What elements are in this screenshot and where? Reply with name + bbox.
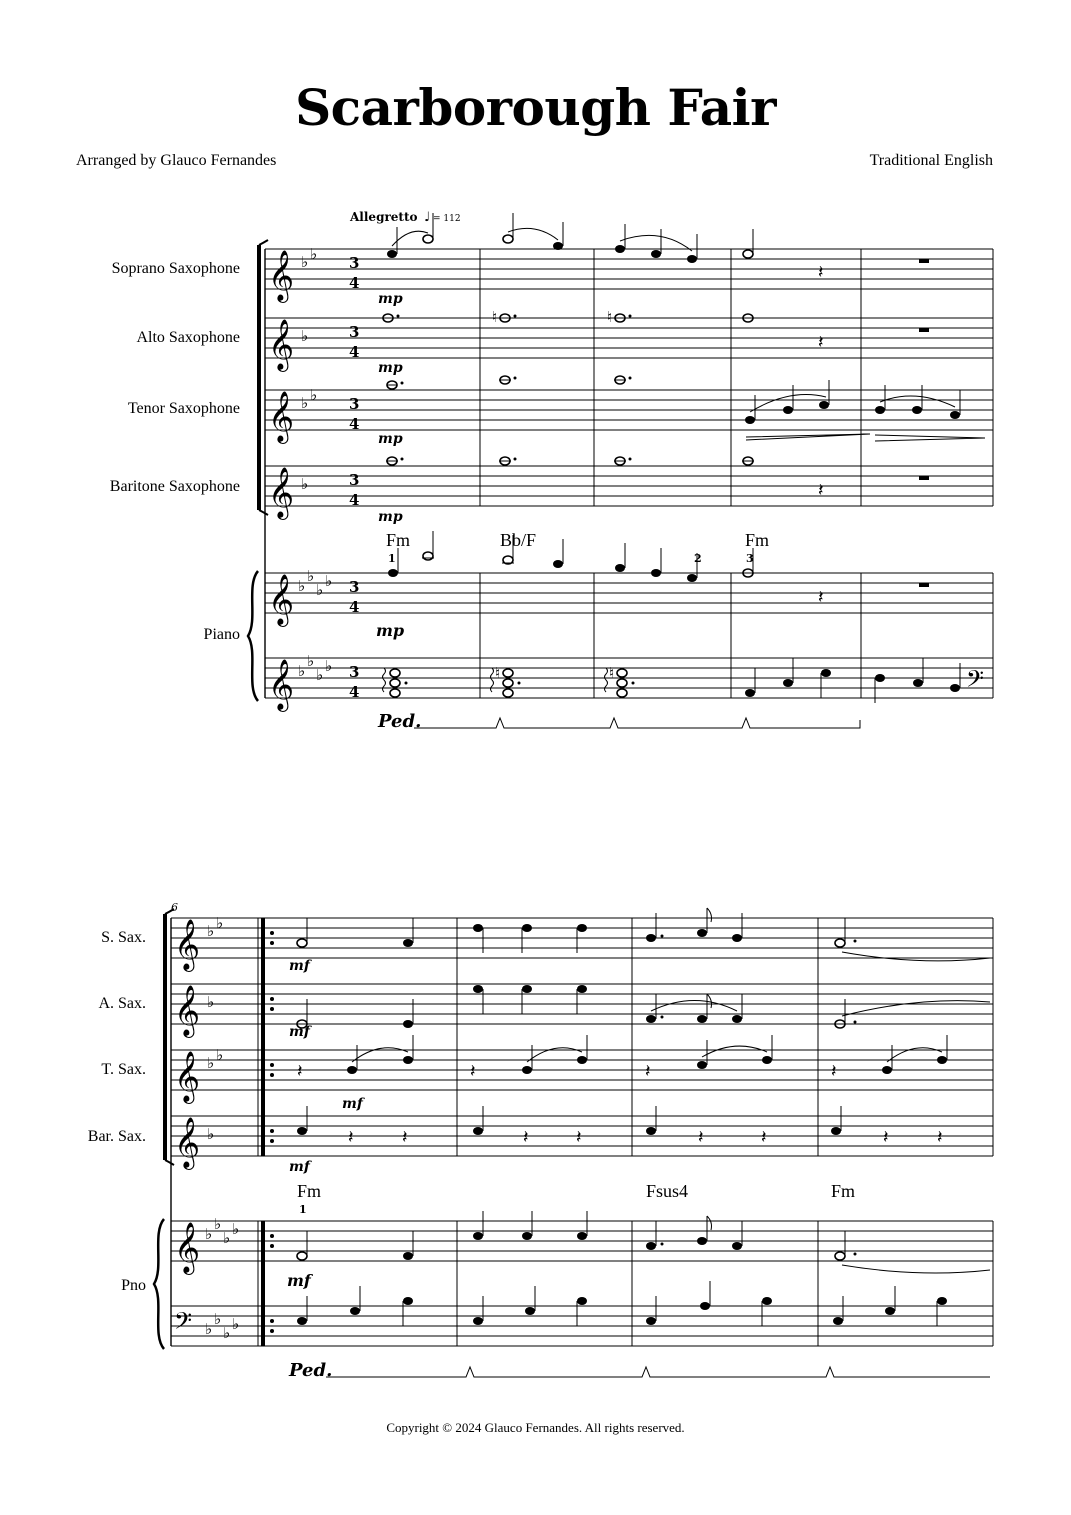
instrument-label: A. Sax.: [98, 995, 146, 1012]
instrument-label: Tenor Saxophone: [127, 400, 240, 417]
system-2: [88, 901, 993, 1381]
svg-text:♭: ♭: [301, 475, 309, 493]
bracket-bottom-hook: [165, 1160, 174, 1165]
svg-text:4: 4: [349, 683, 360, 701]
composer-credit: Traditional English: [869, 152, 993, 169]
dynamic-marking: mf: [342, 1096, 363, 1112]
svg-text:𝄽: 𝄽: [348, 1127, 354, 1148]
quarter-note-icon: ♩: [424, 210, 431, 225]
svg-text:3: 3: [349, 578, 360, 596]
svg-text:3: 3: [349, 323, 360, 341]
instrument-label: Pno: [121, 1277, 146, 1294]
repeat-dots: [270, 931, 274, 1333]
key-signatures: [205, 914, 239, 1342]
score-title: Scarborough Fair: [295, 78, 776, 137]
svg-text:♭: ♭: [214, 1310, 222, 1328]
treble-clef-icon: 𝄞: [174, 1117, 201, 1168]
arranger-credit: Arranged by Glauco Fernandes: [76, 152, 277, 169]
treble-clef-icon: 𝄞: [268, 574, 295, 625]
svg-text:♭: ♭: [310, 245, 318, 263]
svg-text:𝄽: 𝄽: [761, 1127, 767, 1148]
svg-text:𝄽: 𝄽: [937, 1127, 943, 1148]
alto-sax-notes: [383, 308, 929, 353]
instrument-label: Alto Saxophone: [136, 329, 240, 346]
piano-rh-notes: [388, 531, 929, 608]
pedal-line: [414, 718, 860, 728]
svg-text:𝄽: 𝄽: [470, 1061, 476, 1082]
baritone-sax-notes: [297, 1106, 943, 1148]
svg-text:♭: ♭: [232, 1220, 240, 1238]
dynamic-marking: mp: [378, 360, 403, 376]
svg-text:4: 4: [349, 598, 360, 616]
tenor-sax-notes: [297, 1035, 947, 1082]
dynamic-marking: mp: [376, 621, 405, 640]
svg-text:𝄽: 𝄽: [523, 1127, 529, 1148]
svg-text:♮: ♮: [607, 308, 613, 326]
piano-lh-notes: [297, 1281, 947, 1326]
svg-text:♭: ♭: [205, 1225, 213, 1243]
fingering: 1: [299, 1203, 307, 1216]
chord-symbol: Bb/F: [500, 530, 537, 550]
svg-text:♭: ♭: [298, 662, 306, 680]
piano-brace: [248, 571, 258, 701]
svg-text:♭: ♭: [307, 567, 315, 585]
dynamic-marking: mf: [287, 1271, 311, 1290]
soprano-sax-notes: [387, 213, 929, 283]
instrument-label: T. Sax.: [101, 1061, 146, 1078]
svg-text:3: 3: [349, 663, 360, 681]
svg-text:𝄽: 𝄽: [883, 1127, 889, 1148]
svg-text:𝄽: 𝄽: [831, 1061, 837, 1082]
svg-text:♭: ♭: [301, 327, 309, 345]
svg-text:♭: ♭: [301, 394, 309, 412]
svg-text:3: 3: [349, 471, 360, 489]
svg-text:♭: ♭: [207, 993, 215, 1011]
svg-text:𝄢: 𝄢: [966, 665, 985, 698]
dynamic-marking: mf: [289, 958, 310, 974]
tempo-marking: Allegretto: [350, 210, 418, 224]
alto-sax-notes: [297, 985, 990, 1028]
tenor-sax-notes: [387, 376, 985, 441]
svg-text:♭: ♭: [325, 572, 333, 590]
svg-text:♭: ♭: [298, 577, 306, 595]
time-signatures: [349, 254, 359, 701]
dynamic-marking: mf: [289, 1159, 310, 1175]
instrument-label: S. Sax.: [101, 929, 146, 946]
treble-clef-icon: 𝄞: [268, 250, 295, 301]
svg-text:𝄽: 𝄽: [818, 262, 824, 283]
bracket-top-hook: [259, 240, 268, 245]
chord-symbol: Fm: [386, 530, 411, 550]
dynamic-marking: mp: [378, 291, 403, 307]
svg-text:𝄽: 𝄽: [818, 480, 824, 501]
svg-text:♮: ♮: [492, 308, 498, 326]
soprano-sax-notes: [297, 908, 990, 961]
svg-text:♭: ♭: [307, 652, 315, 670]
svg-text:♭: ♭: [207, 1054, 215, 1072]
svg-text:♭: ♭: [214, 1215, 222, 1233]
svg-text:4: 4: [349, 415, 360, 433]
bass-clef-icon: 𝄢: [174, 1307, 193, 1340]
svg-text:♭: ♭: [216, 1046, 224, 1064]
svg-text:𝄽: 𝄽: [698, 1127, 704, 1148]
svg-text:𝄽: 𝄽: [297, 1061, 303, 1082]
pedal-marking: Ped.: [378, 711, 422, 732]
pedal-marking: Ped.: [289, 1360, 333, 1381]
dynamic-marking: mf: [289, 1024, 310, 1040]
piano-brace: [154, 1219, 164, 1349]
svg-text:♭: ♭: [316, 581, 324, 599]
svg-text:𝄽: 𝄽: [576, 1127, 582, 1148]
svg-text:4: 4: [349, 491, 360, 509]
treble-clef-icon: 𝄞: [268, 319, 295, 370]
treble-clef-icon: 𝄞: [174, 919, 201, 970]
treble-clef-icon: 𝄞: [268, 391, 295, 442]
svg-text:𝄽: 𝄽: [402, 1127, 408, 1148]
chord-symbol: Fm: [745, 530, 770, 550]
instrument-label: Bar. Sax.: [87, 1128, 146, 1145]
svg-text:𝄽: 𝄽: [818, 587, 824, 608]
svg-text:♮: ♮: [495, 664, 501, 682]
measure-number: 6: [171, 901, 178, 914]
svg-text:3: 3: [349, 395, 360, 413]
svg-text:♭: ♭: [316, 666, 324, 684]
svg-text:♮: ♮: [609, 664, 615, 682]
fingering: 1: [388, 552, 396, 565]
svg-text:♭: ♭: [216, 914, 224, 932]
baritone-sax-notes: [386, 457, 929, 501]
svg-text:♭: ♭: [325, 657, 333, 675]
chord-symbol: Fm: [831, 1181, 856, 1201]
chord-symbol: Fm: [297, 1181, 322, 1201]
tempo-bpm: = 112: [433, 214, 461, 224]
treble-clef-icon: 𝄞: [268, 467, 295, 518]
fingering: 3: [746, 552, 754, 565]
svg-text:3: 3: [349, 254, 360, 272]
instrument-label: Baritone Saxophone: [109, 478, 240, 495]
pedal-line: [326, 1367, 990, 1377]
piano-lh-notes: [383, 658, 985, 703]
svg-text:4: 4: [349, 274, 360, 292]
treble-clef-icon: 𝄞: [174, 985, 201, 1036]
fingering: 2: [694, 552, 702, 565]
svg-text:♭: ♭: [223, 1324, 231, 1342]
treble-clef-icon: 𝄞: [268, 659, 295, 710]
svg-text:4: 4: [349, 343, 360, 361]
svg-text:♭: ♭: [207, 1125, 215, 1143]
svg-text:𝄽: 𝄽: [645, 1061, 651, 1082]
dynamic-marking: mp: [378, 509, 403, 525]
svg-text:♭: ♭: [207, 922, 215, 940]
svg-text:♭: ♭: [301, 253, 309, 271]
svg-text:♭: ♭: [232, 1315, 240, 1333]
svg-text:♭: ♭: [223, 1229, 231, 1247]
chord-symbol: Fsus4: [646, 1181, 689, 1201]
piano-rh-notes: [297, 1211, 990, 1273]
svg-text:𝄽: 𝄽: [818, 332, 824, 353]
treble-clef-icon: 𝄞: [174, 1051, 201, 1102]
copyright-notice: Copyright © 2024 Glauco Fernandes. All rights reserved.: [386, 1420, 685, 1435]
dynamic-marking: mp: [378, 431, 403, 447]
treble-clef-icon: 𝄞: [174, 1222, 201, 1273]
system-1: [110, 210, 993, 732]
instrument-label: Soprano Saxophone: [111, 260, 240, 277]
svg-text:♭: ♭: [205, 1320, 213, 1338]
instrument-label: Piano: [203, 626, 240, 643]
bracket-bottom-hook: [259, 510, 268, 515]
svg-text:♭: ♭: [310, 386, 318, 404]
key-signatures: [298, 245, 332, 684]
